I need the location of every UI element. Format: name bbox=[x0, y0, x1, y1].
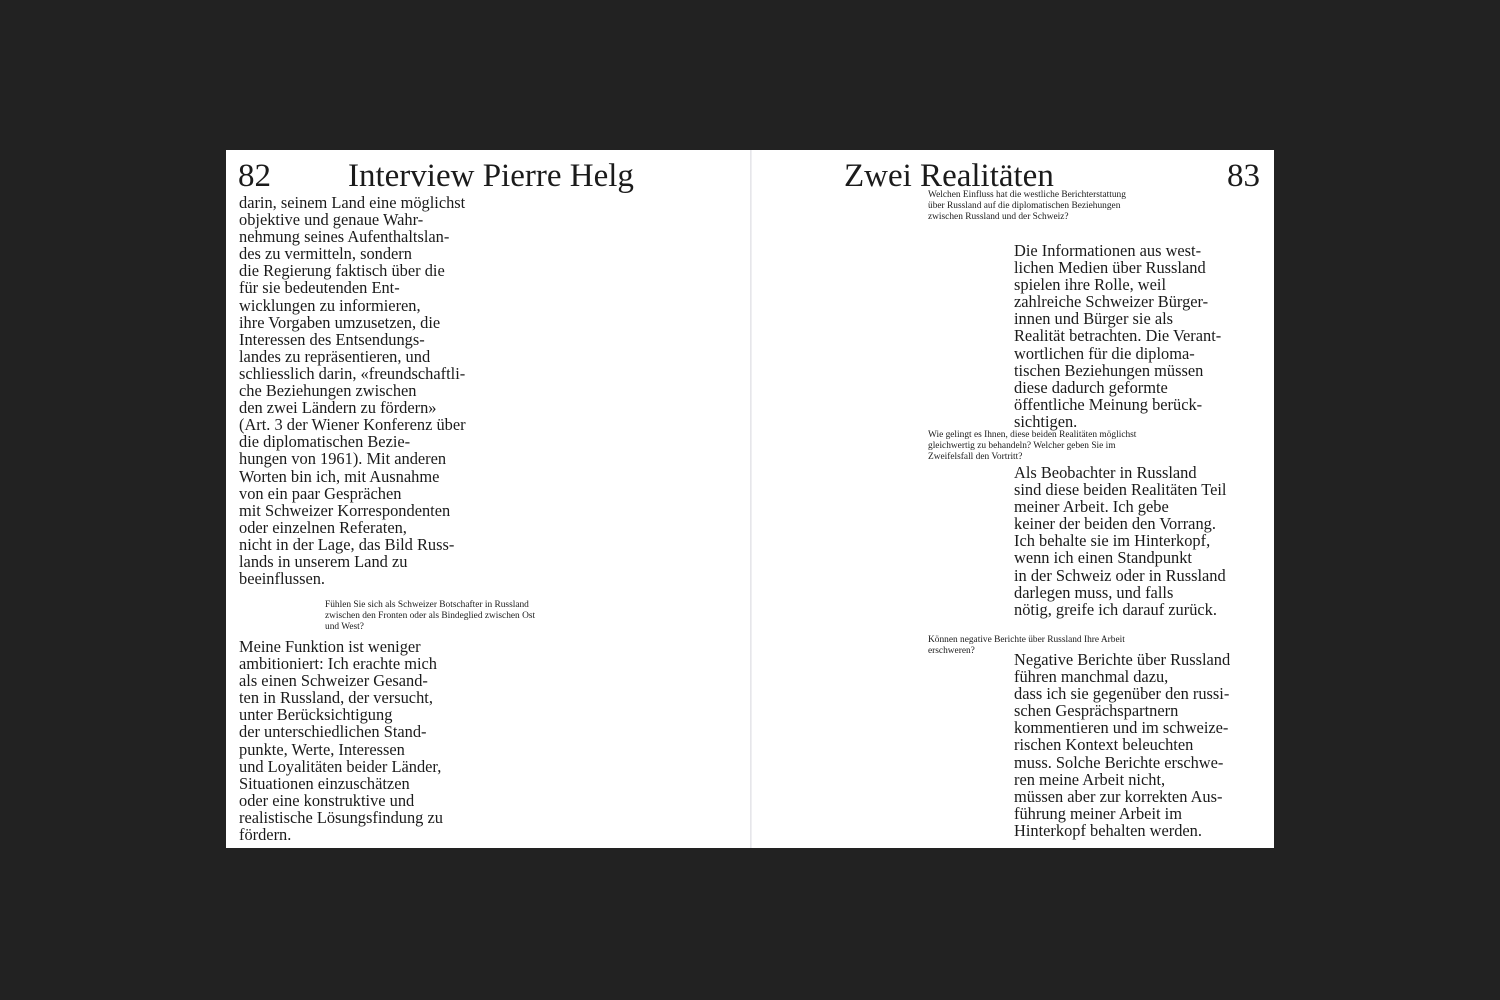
page-number-right: 83 bbox=[1227, 158, 1260, 194]
answer-paragraph: Meine Funktion ist weniger ambitioniert: Ich erachte mich als einen Schweizer Gesand- ten in Russland, der versucht, unter Berücksichtigung der unterschiedlichen Stand- punkte, Werte, Interessen und Loyalitäten beider Länder, Situationen einzuschätzen oder eine konstruktive und realistische Lösungsfindung zu fördern. bbox=[239, 637, 443, 845]
answer-paragraph: darin, seinem Land eine möglichst objektive und genaue Wahr- nehmung seines Aufenthaltslan- des zu vermitteln, sondern die Regierung faktisch über die für sie bedeutenden Ent- wicklungen zu informieren, ihre Vorgaben umzusetzen, die Interessen des Entsendungs- landes zu repräsentieren, und schliesslich darin, «freundschaftli- che Beziehungen zwischen den zwei Ländern zu fördern» (Art. 3 der Wiener Konferenz über die diplomatischen Bezie- hungen von 1961). Mit anderen Worten bin ich, mit Ausnahme von ein paar Gesprächen mit Schweizer Korrespondenten oder einzelnen Referaten, nicht in der Lage, das Bild Russ- lands in unserem Land zu beeinflussen. bbox=[239, 193, 466, 589]
answer-paragraph: Die Informationen aus west- lichen Medien über Russland spielen ihre Rolle, weil zahlreiche Schweizer Bürger- innen und Bürger sie als Realität betrachten. Die Verant- wortlichen für die diploma- tischen Beziehungen müssen diese dadurch geformte öffentliche Meinung berück- sichtigen. bbox=[1014, 241, 1222, 431]
right-page bbox=[752, 150, 1274, 848]
page-number-left: 82 bbox=[238, 158, 271, 194]
interview-question: Fühlen Sie sich als Schweizer Botschafter in Russland zwischen den Fronten oder als Bindeglied zwischen Ost und West? bbox=[325, 600, 536, 632]
left-page bbox=[226, 150, 750, 848]
book-spread bbox=[226, 150, 1274, 848]
interview-question: Wie gelingt es Ihnen, diese beiden Realitäten möglichst gleichwertig zu behandeln? Welcher geben Sie im Zweifelsfall den Vortritt? bbox=[928, 430, 1137, 462]
page-title-right: Zwei Realitäten bbox=[844, 158, 1054, 194]
answer-paragraph: Negative Berichte über Russland führen manchmal dazu, dass ich sie gegenüber den russi- schen Gesprächspartnern kommentieren und im schweize- rischen Kontext beleuchten muss. Solche Berichte erschwe- ren meine Arbeit nicht, müssen aber zur korrekten Aus- führung meiner Arbeit im Hinterkopf behalten werden. bbox=[1014, 650, 1231, 840]
interview-question: Welchen Einfluss hat die westliche Berichterstattung über Russland auf die diplomatischen Beziehungen zwischen Russland und der Schweiz? bbox=[928, 190, 1126, 222]
answer-paragraph: Als Beobachter in Russland sind diese beiden Realitäten Teil meiner Arbeit. Ich gebe keiner der beiden den Vorrang. Ich behalte sie im Hinterkopf, wenn ich einen Standpunkt in der Schweiz oder in Russland darlegen muss, und falls nötig, greife ich darauf zurück. bbox=[1014, 463, 1227, 619]
page-title-left: Interview Pierre Helg bbox=[348, 158, 634, 194]
interview-question: Können negative Berichte über Russland Ihre Arbeit erschweren? bbox=[928, 635, 1125, 656]
